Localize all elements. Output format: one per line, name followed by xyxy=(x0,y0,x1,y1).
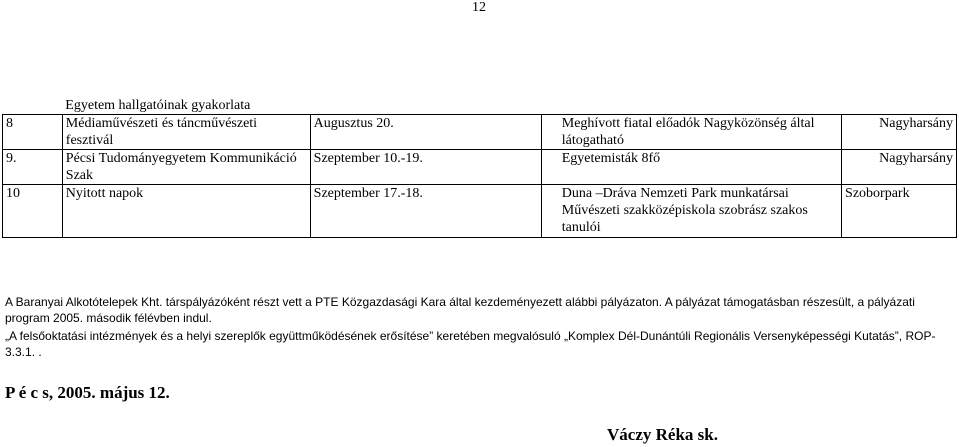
row-number: 9. xyxy=(3,150,63,185)
row-number xyxy=(3,97,63,115)
event-participants: Duna –Dráva Nemzeti Park munkatársai Művészeti szakközépiskola szobrász szakos tanulói xyxy=(541,185,841,238)
event-place: Nagyharsány xyxy=(842,150,957,185)
event-date xyxy=(310,97,541,115)
event-date: Szeptember 10.-19. xyxy=(310,150,541,185)
event-name: Pécsi Tudományegyetem Kommunikáció Szak xyxy=(62,150,310,185)
events-table xyxy=(2,97,957,238)
place-date: P é c s, 2005. május 12. xyxy=(5,383,170,402)
event-name: Nyitott napok xyxy=(62,185,310,238)
event-date: Szeptember 17.-18. xyxy=(310,185,541,238)
note-paragraph-2: „A felsőoktatási intézmények és a helyi szereplők együttműködésének erősítése” keretében megvalósuló „Komplex Dél-Dunántúli Regionális Versenyképességi Kutatás”, ROP-3.3.1. . xyxy=(5,329,936,359)
event-place xyxy=(842,97,957,115)
event-participants xyxy=(541,97,841,115)
event-name: Médiaművészeti és táncművészeti fesztivál xyxy=(62,115,310,150)
event-participants: Egyetemisták 8fő xyxy=(541,150,841,185)
event-date: Augusztus 20. xyxy=(310,115,541,150)
event-name: Egyetem hallgatóinak gyakorlata xyxy=(62,97,310,115)
row-number: 10 xyxy=(3,185,63,238)
table-row xyxy=(3,115,957,150)
table-row xyxy=(3,150,957,185)
row-number: 8 xyxy=(3,115,63,150)
event-place: Szoborpark xyxy=(842,185,957,238)
event-participants: Meghívott fiatal előadók Nagyközönség által látogatható xyxy=(541,115,841,150)
note-paragraph-1: A Baranyai Alkotótelepek Kht. társpályázóként részt vett a PTE Közgazdasági Kara által kezdeményezett alábbi pályázaton. A pályázat támogatásban részesült, a pályázati program 2005. második félévben indul. xyxy=(5,295,915,325)
event-place: Nagyharsány xyxy=(842,115,957,150)
signature: Váczy Réka sk. xyxy=(607,425,718,444)
table-row xyxy=(3,97,957,115)
table-row xyxy=(3,185,957,238)
page-number: 12 xyxy=(472,0,486,15)
